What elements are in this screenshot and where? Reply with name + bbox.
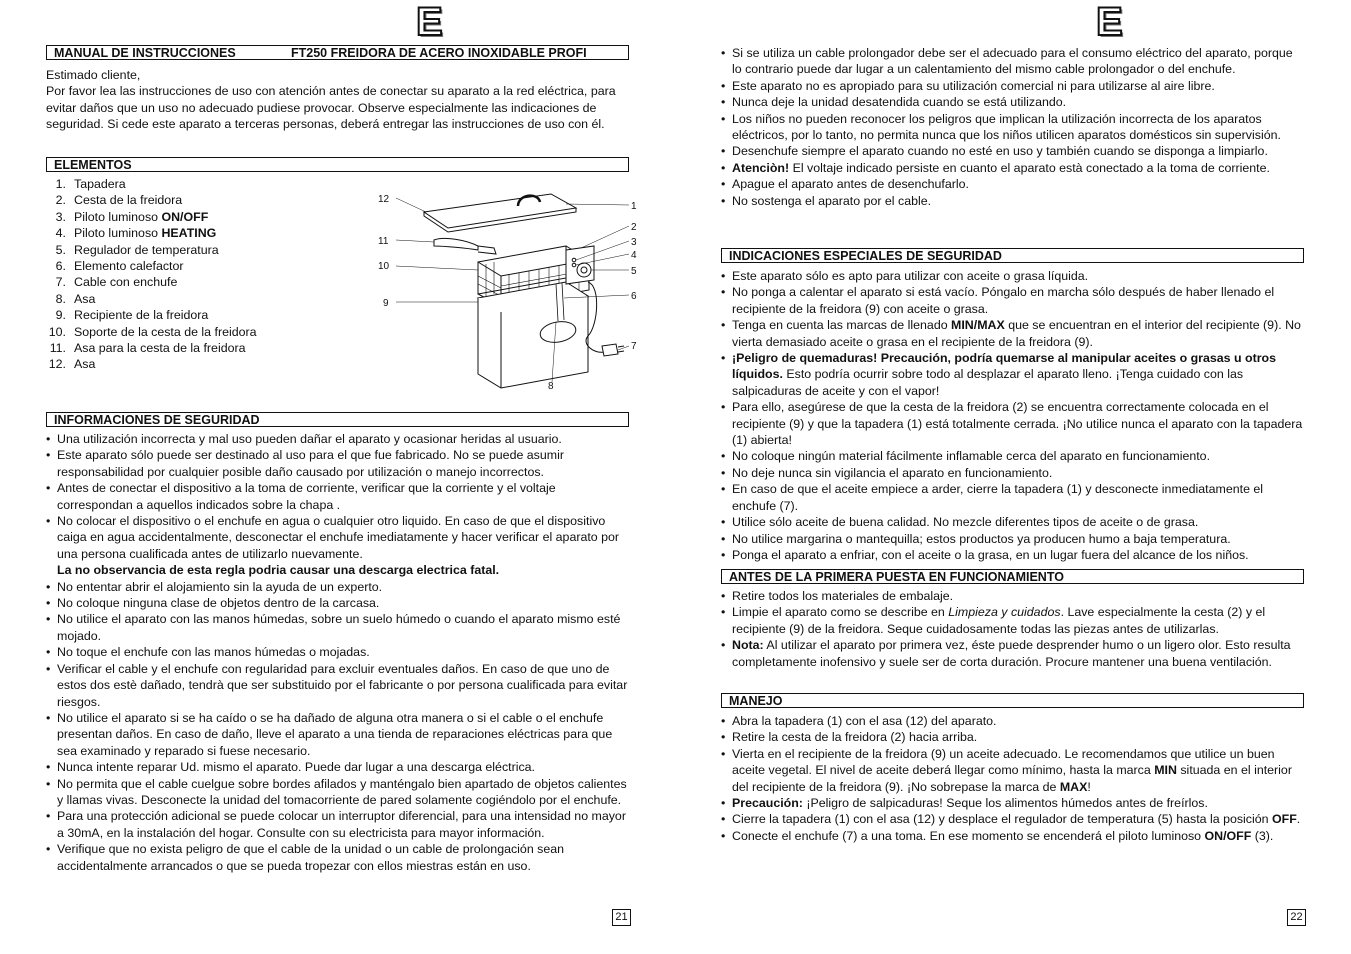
section-manejo	[721, 693, 1304, 708]
list-item: • No toque el enchufe con las manos húmedas o mojadas.	[46, 644, 629, 660]
diagram-label: 5	[631, 266, 637, 277]
list-item: 8. Asa	[55, 291, 96, 306]
list-item-warning: La no observancia de esta regla podria causar una descarga electrica fatal.	[57, 563, 500, 578]
list-item: • No coloque ninguna clase de objetos dentro de la carcasa.	[46, 595, 629, 611]
list-item: • ¡Peligro de quemaduras! Precaución, podría quemarse al manipular aceites o grasas u otros líquidos. Esto podría ocurrir sobre todo al desplazar el aparato lleno. ¡Tenga cuidado con las salpicaduras de aceite y con el vapor!	[721, 350, 1304, 399]
list-item: 9. Recipiente de la freidora	[55, 308, 209, 323]
header-bar	[46, 45, 629, 60]
list-item: • Abra la tapadera (1) con el asa (12) del aparato.	[721, 713, 1304, 729]
list-item: • Precaución: ¡Peligro de salpicaduras! Seque los alimentos húmedos antes de freírlos.	[721, 795, 1304, 811]
list-item: • Ponga el aparato a enfriar, con el aceite o la grasa, en un lugar fuera del alcance de los niños.	[721, 547, 1304, 563]
manejo-list	[721, 713, 1304, 844]
list-item: • Atenciòn! El voltaje indicado persiste en cuanto el aparato està conectado a la toma de corriente.	[721, 160, 1304, 176]
page-number: 21	[612, 909, 631, 926]
list-item: • Para una protección adicional se puede colocar un interruptor diferencial, para una intensidad no mayor a 30mA, en la instalación del hogar. Consulte con su electricista para mayor información.	[46, 808, 629, 841]
list-item: • Si se utiliza un cable prolongador debe ser el adecuado para el consumo eléctrico del aparato, porque lo contrario puede dar lugar a un calentamiento del mismo cable prolongador o del enchufe.	[721, 45, 1304, 78]
manual-title: MANUAL DE INSTRUCCIONES	[54, 46, 236, 60]
product-title: FT250 FREIDORA DE ACERO INOXIDABLE PROFI	[291, 46, 587, 60]
section-primera-puesta	[721, 569, 1304, 584]
intro-block	[46, 67, 629, 133]
diagram-label: 11	[378, 236, 389, 247]
list-item: • No sostenga el aparato por el cable.	[721, 193, 1304, 209]
first-use-list	[721, 588, 1304, 670]
safety-list-continued	[721, 45, 1304, 209]
diagram-label: 6	[631, 291, 637, 302]
diagram-label: 4	[631, 250, 637, 261]
list-item: 4. Piloto luminoso HEATING	[55, 226, 217, 241]
safety-list	[46, 431, 629, 874]
list-item: 1. Tapadera	[55, 177, 126, 191]
list-item: • Conecte el enchufe (7) a una toma. En ese momento se encenderá el piloto luminoso ON/OFF (3).	[721, 828, 1304, 844]
list-item: • No ponga a calentar el aparato si está vacío. Póngalo en marcha sólo después de haber llenado el recipiente de la freidora (9) con aceite o grasa.	[721, 284, 1304, 317]
list-item: • Apague el aparato antes de desenchufarlo.	[721, 176, 1304, 192]
list-item: 2. Cesta de la freidora	[55, 193, 183, 208]
diagram-label: 12	[378, 194, 390, 205]
list-item: • Limpie el aparato como se describe en Limpieza y cuidados. Lave especialmente la cesta (2) y el recipiente (9) de la freidora. Seque cuidadosamente todas las piezas antes de utilizarlas.	[721, 604, 1304, 637]
list-item: • Retire todos los materiales de embalaje.	[721, 588, 1304, 604]
list-item: • No ententar abrir el alojamiento sin la ayuda de un experto.	[46, 579, 629, 595]
list-item: • Verifique que no exista peligro de que el cable de la unidad o un cable de prolongación sean accidentalmente arrancados o que se pueda tropezar con ellos miestras están en uso.	[46, 841, 629, 874]
language-letter: E	[1096, 0, 1123, 44]
list-item: • No colocar el dispositivo o el enchufe en agua o cualquier otro liquido. En caso de que el dispositivo caiga en agua accidentalmente, desconectar el enchufe imediatamente y hacer verificar el aparato por una persona cualificada antes de utilizarlo nuevamente.	[46, 513, 629, 562]
list-item: • No permita que el cable cuelgue sobre bordes afilados y manténgalo bien apartado de objetos calientes y llamas vivas. Desconecte la unidad del tomacorriente de pared solamente cogiéndolo por el enchufe.	[46, 776, 629, 809]
intro-text: Por favor lea las instrucciones de uso con atención antes de conectar su aparato a la red eléctrica, para evitar daños que un uso no adecuado pudiese provocar. Observe especialmente las indicaciones de seguridad. Si cede este aparato a terceras personas, deberá entregar las instrucciones de uso con él.	[46, 84, 616, 132]
list-item: 6. Elemento calefactor	[55, 259, 184, 274]
list-item: • Una utilización incorrecta y mal uso pueden dañar el aparato y ocasionar heridas al usuario.	[46, 431, 629, 447]
list-item: • Desenchufe siempre el aparato cuando no esté en uso y también cuando se disponga a limpiarlo.	[721, 143, 1304, 159]
list-item: • Antes de conectar el dispositivo a la toma de corriente, verificar que la corriente y el voltaje correspondan a aquellos indicados sobre la chapa .	[46, 480, 629, 513]
list-item: • No utilice el aparato con las manos húmedas, sobre un suelo húmedo o cuando el aparato mismo esté mojado.	[46, 611, 629, 644]
list-item: • Vierta en el recipiente de la freidora (9) un aceite adecuado. Le recomendamos que utilice un buen aceite vegetal. El nivel de aceite deberá llegar como mínimo, hasta la marca MIN situada en el interior del recipiente de la freidora (9). ¡No sobrepase la marca de MAX!	[721, 746, 1304, 795]
page-number: 22	[1287, 909, 1306, 926]
list-item: • Este aparato sólo puede ser destinado al uso para el que fue fabricado. No se puede asumir responsabilidad por cualquier posible daño causado por utilización o manejo incorrectos.	[46, 447, 629, 480]
list-item: 12. Asa	[48, 357, 96, 372]
section-title: ELEMENTOS	[54, 158, 132, 172]
list-item: 3. Piloto luminoso ON/OFF	[55, 209, 209, 224]
section-indicaciones	[721, 248, 1304, 263]
list-item: 10. Soporte de la cesta de la freidora	[48, 324, 257, 339]
section-title: ANTES DE LA PRIMERA PUESTA EN FUNCIONAMIENTO	[729, 570, 1064, 584]
list-item: • Este aparato no es apropiado para su utilización comercial ni para utilizarse al aire libre.	[721, 78, 1304, 94]
list-item: • Nota: Al utilizar el aparato por primera vez, éste puede desprender humo o un ligero olor. Esto resulta completamente inofensivo y suele ser de corta duración. Procure mantener una buena ventilación.	[721, 637, 1304, 670]
list-item: 11. Asa para la cesta de la freidora	[49, 341, 246, 356]
section-title: MANEJO	[729, 694, 783, 708]
section-seguridad	[46, 412, 629, 427]
list-item: • Cierre la tapadera (1) con el asa (12) y desplace el regulador de temperatura (5) hasta la posición OFF.	[721, 811, 1304, 827]
diagram-label: 1	[631, 201, 637, 212]
list-item: • No utilice el aparato si se ha caído o se ha dañado de alguna otra manera o si el cable o el enchufe presentan daños. En caso de daño, lleve el aparato a una tienda de reparaciones eléctricas para que sea examinado y reparado si fuese necesario.	[46, 710, 629, 759]
list-item: • Los niños no pueden reconocer los peligros que implican la utilización incorrecta de los aparatos eléctricos, por lo tanto, no permita nunca que los niños utilicen aparatos domésticos sin supervisión.	[721, 111, 1304, 144]
list-item: • Retire la cesta de la freidora (2) hacia arriba.	[721, 729, 1304, 745]
list-item: • Nunca intente reparar Ud. mismo el aparato. Puede dar lugar a una descarga eléctrica.	[46, 759, 629, 775]
list-item: 5. Regulador de temperatura	[55, 242, 219, 257]
list-item: • En caso de que el aceite empiece a arder, cierre la tapadera (1) y desconecte inmediatamente el enchufe (7).	[721, 481, 1304, 514]
list-item: • Para ello, asegúrese de que la cesta de la freidora (2) se encuentra correctamente colocada en el recipiente (9) y que la tapadera (1) está totalmente cerrada. ¡No utilice nunca el aparato con la tapadera (1) abierta!	[721, 399, 1304, 448]
list-item: • No utilice margarina o mantequilla; estos productos ya producen humo a baja temperatura.	[721, 531, 1304, 547]
diagram-label: 9	[383, 298, 389, 309]
fryer-diagram	[326, 186, 646, 396]
language-letter: E	[416, 0, 443, 44]
list-item: • Nunca deje la unidad desatendida cuando se está utilizando.	[721, 94, 1304, 110]
section-elementos	[46, 157, 629, 172]
diagram-label: 10	[378, 261, 390, 272]
diagram-label: 8	[548, 381, 554, 392]
special-list	[721, 268, 1304, 563]
section-title: INDICACIONES ESPECIALES DE SEGURIDAD	[729, 249, 1002, 263]
list-item: • Este aparato sólo es apto para utilizar con aceite o grasa líquida.	[721, 268, 1304, 284]
elements-list	[46, 176, 336, 373]
list-item: • No deje nunca sin vigilancia el aparato en funcionamiento.	[721, 465, 1304, 481]
diagram-label: 7	[631, 341, 637, 352]
diagram-label: 2	[631, 222, 637, 233]
list-item: • Verificar el cable y el enchufe con regularidad para excluir eventuales daños. En caso de que uno de estos dos estè dañado, tendrà que ser substituido por el fabricante o por persona cualificada para evitar riesgos.	[46, 661, 629, 710]
list-item: • Tenga en cuenta las marcas de llenado MIN/MAX que se encuentran en el interior del recipiente (9). No vierta demasiado aceite o grasa en el recipiente de la freidora (9).	[721, 317, 1304, 350]
diagram-label: 3	[631, 237, 637, 248]
list-item: • Utilice sólo aceite de buena calidad. No mezcle diferentes tipos de aceite o de grasa.	[721, 514, 1304, 530]
list-item: • No coloque ningún material fácilmente inflamable cerca del aparato en funcionamiento.	[721, 448, 1304, 464]
greeting: Estimado cliente,	[46, 68, 141, 82]
list-item: 7. Cable con enchufe	[55, 275, 178, 290]
section-title: INFORMACIONES DE SEGURIDAD	[54, 413, 260, 427]
